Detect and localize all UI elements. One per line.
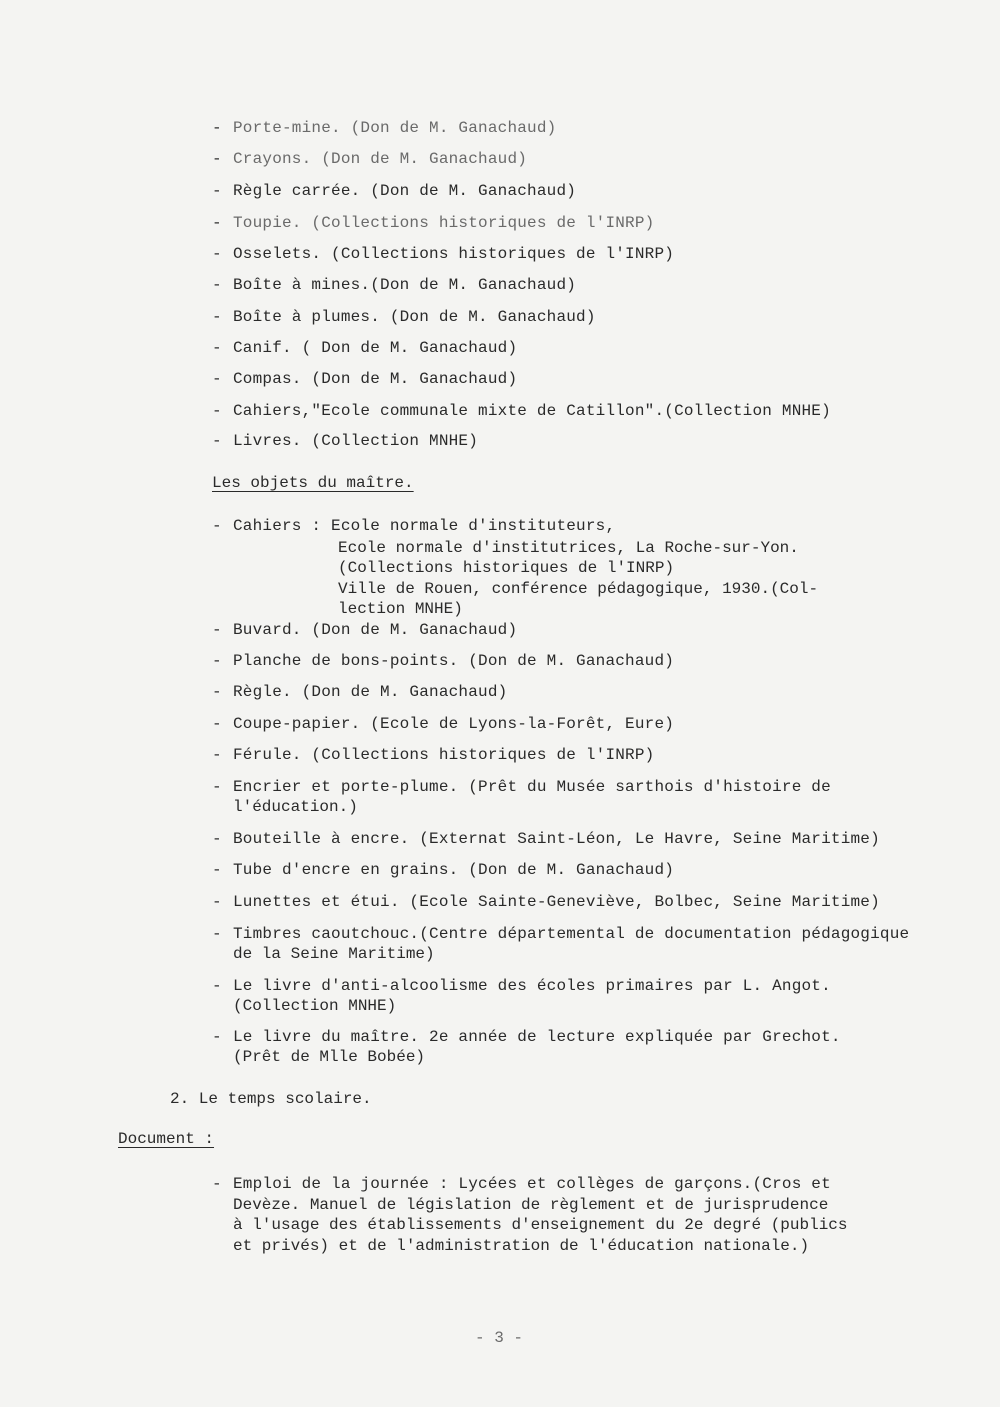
list-item-continuation: (Prêt de Mlle Bobée) [233, 1048, 426, 1066]
list-item-continuation: de la Seine Maritime) [233, 945, 435, 963]
list-item-continuation: Ecole normale d'institutrices, La Roche-sur-Yon. [338, 539, 799, 557]
list-item-continuation: Devèze. Manuel de législation de règlement et de jurisprudence [233, 1196, 829, 1214]
list-item-continuation: l'éducation.) [233, 798, 358, 816]
list-item-continuation: (Collection MNHE) [233, 997, 397, 1015]
list-item-continuation: (Collections historiques de l'INRP) [338, 559, 675, 577]
section-title-temps-scolaire: 2. Le temps scolaire. [170, 1090, 372, 1108]
list-item-continuation: et privés) et de l'administration de l'éducation nationale.) [233, 1237, 810, 1255]
page-number: - 3 - [475, 1329, 524, 1347]
list-item-continuation: lection MNHE) [338, 600, 463, 618]
list-item-continuation: à l'usage des établissements d'enseignement du 2e degré (publics [233, 1216, 848, 1234]
document-page: - Porte-mine. (Don de M. Ganachaud) - Crayons. (Don de M. Ganachaud) - Règle carrée. (Don de M. Ganachaud) - Toupie. (Collections historiques de l'INRP) - Osselets. (Collections historiques de l'INRP) - Boîte à mines.(Don de M. Ganachaud) - Boîte à plumes. (Don de M. Ganachaud) - Canif. ( Don de M. Ganachaud) - Compas. (Don de M. Ganachaud) - Cahiers,"Ecole communale mixte de Catillon".(Collection MNHE) - Livres. (Collection MNHE) Les objets du maître. - Cahiers : Ecole normale d'instituteurs, Ecole normale d'institutrices, La Roche-sur-Yon. (Collections historiques de l'INRP) Ville de Rouen, conférence pédagogique, 1930.(Col- lection MNHE) - Buvard. (Don de M. Ganachaud) - Planche de bons-points. (Don de M. Ganachaud) - Règle. (Don de M. Ganachaud) - Coupe-papier. (Ecole de Lyons-la-Forêt, Eure) - Férule. (Collections historiques de l'INRP) - Encrier et porte-plume. (Prêt du Musée sarthois d'histoire de l'éducation.) - Bouteille à encre. (Externat Saint-Léon, Le Havre, Seine Maritime) - Tube d'encre en grains. (Don de M. Ganachaud) - Lunettes et étui. (Ecole Sainte-Geneviève, Bolbec, Seine Maritime) - Timbres caoutchouc.(Centre départemental de documentation pédagogique de la Seine Maritime) - Le livre d'anti-alcoolisme des écoles primaires par L. Angot. (Collection MNHE) - Le livre du maître. 2e année de lecture expliquée par Grechot. (Prêt de Mlle Bobée) 2. Le temps scolaire. Document : - Emploi de la journée : Lycées et collèges de garçons.(Cros et Devèze. Manuel de législation de règlement et de jurisprudence à l'usage des établissements d'enseignement du 2e degré (publics et privés) et de l'administration de l'éducation nationale.) - 3 - [118, 119, 910, 1347]
list-item-continuation: Ville de Rouen, conférence pédagogique, 1930.(Col- [338, 580, 819, 598]
section-heading-master-objects: Les objets du maître. [212, 474, 414, 492]
section-heading-document: Document : [118, 1130, 215, 1148]
